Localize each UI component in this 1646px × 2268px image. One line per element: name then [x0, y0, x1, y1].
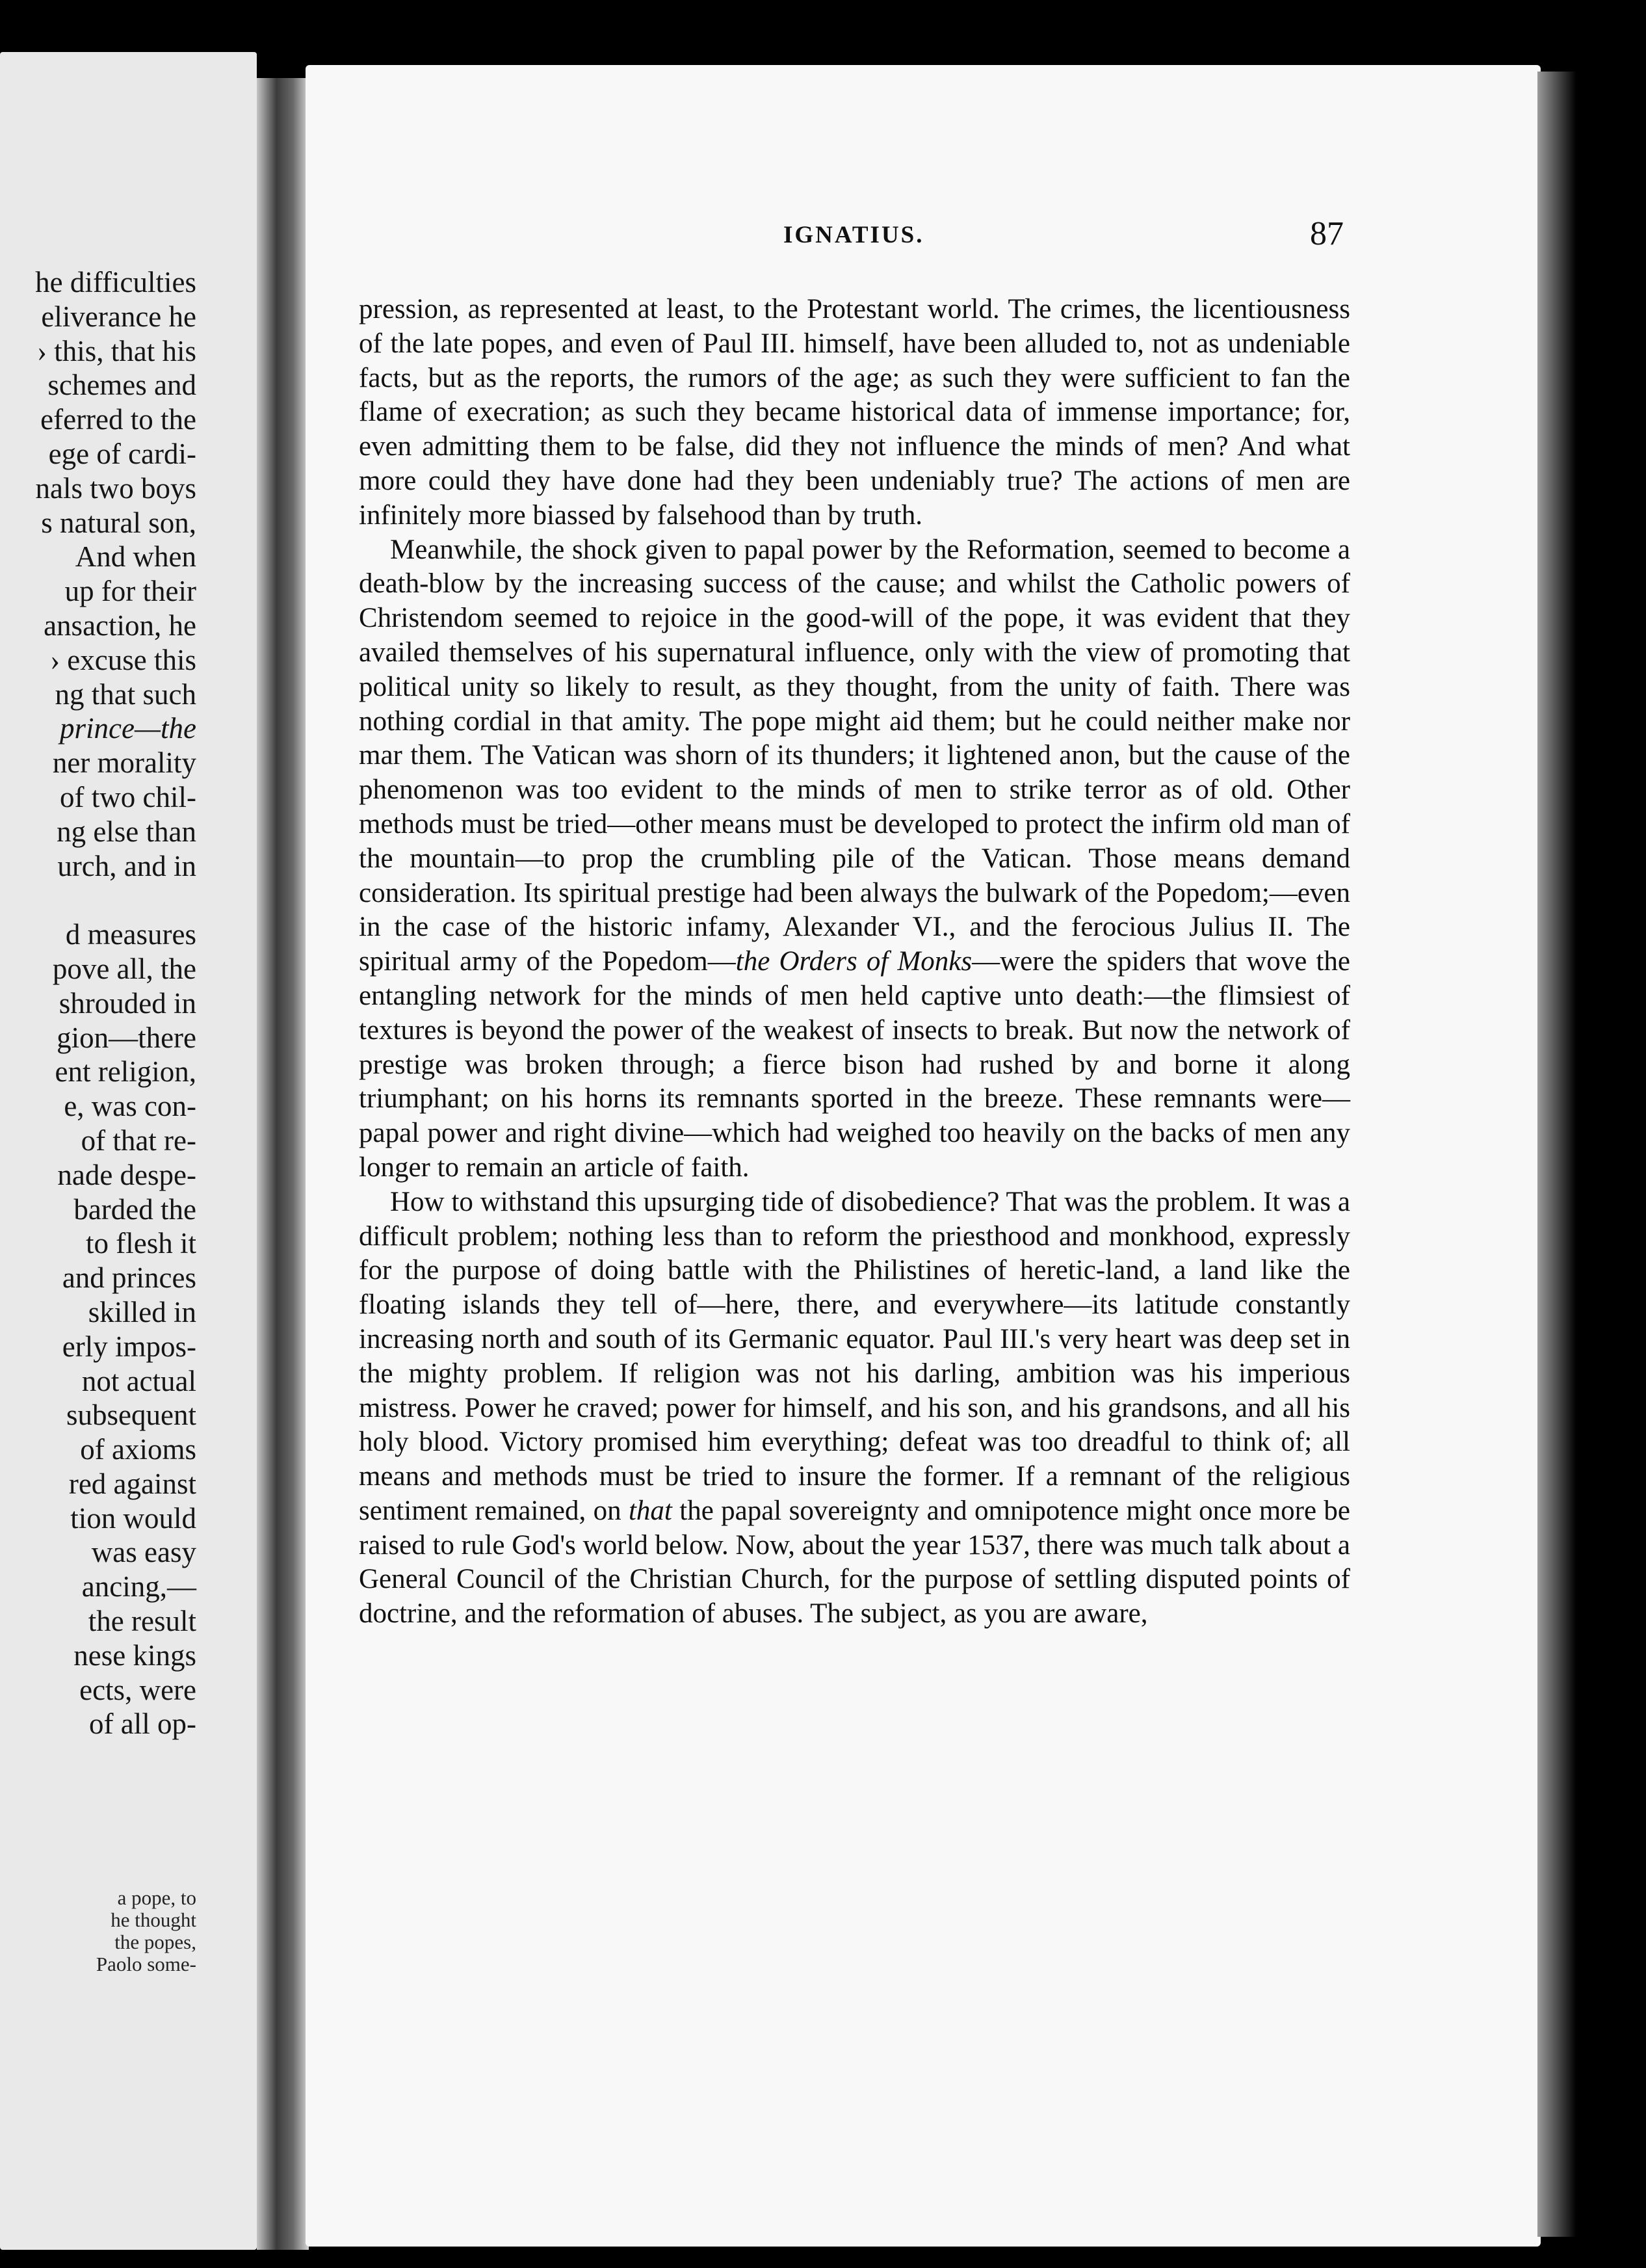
- left-text-line: to flesh it: [86, 1227, 196, 1260]
- left-text-line: nals two boys: [35, 471, 196, 505]
- paragraph-2-part-1: Meanwhile, the shock given to papal power by the Reformation, seemed to become a death-blow by the increasing success of the cause; and whilst the Catholic powers of Christendom seemed to rejoice in the good-will of the pope, it was evident that they availed themselves of his supernatural influence, only with the view of promoting that political unity so likely to result, as they thought, from the unity of faith. There was nothing cordial in that amity. The pope might aid them; but he could neither make nor mar them. The Vatican was shorn of its thunders; it lightened anon, but the cause of the phenomenon was too evident to the minds of men to strike terror as of old. Other methods must be tried—other means must be developed to protect the infirm old man of the mountain—to prop the crumbling pile of the Vatican. Those means demand consideration. Its spiritual prestige had been always the bulwark of the Popedom;—even in the case of the historic infamy, Alexander VI., and the ferocious Julius II. The spiritual army of the Popedom—: [359, 534, 1350, 977]
- left-text-line: he difficulties: [35, 266, 196, 298]
- left-text-line: schemes and: [47, 369, 196, 402]
- left-text-line: erly impos-: [62, 1330, 196, 1363]
- that-emphasis: that: [628, 1495, 672, 1526]
- left-text-line: gion—there: [57, 1021, 196, 1054]
- left-page-text: [35, 265, 196, 1741]
- left-text-line: And when: [75, 540, 196, 574]
- left-facing-page: [0, 52, 257, 2250]
- left-page-footnotes: [96, 1887, 196, 1975]
- left-text-line: subsequent: [66, 1399, 196, 1432]
- paragraph-2: [359, 533, 1350, 1185]
- left-text-line: the result: [88, 1605, 196, 1638]
- left-text-line: s natural son,: [41, 506, 196, 539]
- paragraph-3-part-2: the papal sovereignty and omnipotence might once more be raised to rule God's world below. Now, about the year 1537, there was much talk about a General Council of the Christian Church, for the purpose of settling disputed points of doctrine, and the reformation of abuses. The subject, as you are aware,: [359, 1495, 1350, 1629]
- left-text-line: ege of cardi-: [48, 437, 196, 470]
- paragraph-3: [359, 1185, 1350, 1631]
- left-text-line: nade despe-: [57, 1158, 196, 1191]
- left-text-line: was easy: [91, 1536, 196, 1569]
- left-text-line: ner morality: [52, 746, 196, 780]
- page-header: [0, 215, 1646, 267]
- left-text-line: [35, 883, 196, 917]
- left-text-line: ng that such: [55, 678, 196, 711]
- left-text-line: eferred to the: [40, 403, 196, 436]
- left-text-line: tion would: [70, 1501, 196, 1535]
- left-text-line: ansaction, he: [44, 609, 196, 642]
- body-text: [359, 293, 1350, 1631]
- left-text-line: urch, and in: [57, 849, 196, 882]
- orders-of-monks-emphasis: the Orders of Monks: [735, 946, 973, 977]
- left-text-line: nese kings: [73, 1639, 196, 1672]
- left-text-line: prince—the: [60, 712, 196, 745]
- left-text-line: barded the: [73, 1193, 196, 1226]
- left-text-line: not actual: [81, 1364, 196, 1397]
- left-text-line: up for their: [64, 575, 196, 608]
- book-gutter: [257, 78, 309, 2250]
- page-number: 87: [1310, 215, 1344, 252]
- paragraph-1: pression, as represented at least, to the Protestant world. The crimes, the licentiousness of the late popes, and even of Paul III. himself, have been alluded to, not as undeniable facts, but as the reports, the rumors of the age; as such they were sufficient to fan the flame of execration; as such they became historical data of immense importance; for, even admitting them to be false, did they not influence the minds of men? And what more could they have done had they been undeniably true? The actions of men are infinitely more biassed by falsehood than by truth.: [359, 294, 1350, 531]
- left-footnote-line: the popes,: [114, 1931, 196, 1953]
- left-footnote-line: Paolo some-: [96, 1953, 196, 1975]
- left-text-line: red against: [68, 1467, 196, 1500]
- left-text-line: ent religion,: [55, 1055, 196, 1088]
- left-text-line: and princes: [62, 1261, 196, 1295]
- left-footnote-line: a pope, to: [117, 1886, 196, 1909]
- left-text-line: of axioms: [80, 1433, 196, 1466]
- left-footnote-line: he thought: [111, 1908, 196, 1931]
- left-text-line: of all op-: [89, 1708, 196, 1741]
- page-edge-shadow: [1537, 72, 1576, 2237]
- left-text-line: › this, that his: [37, 334, 196, 367]
- left-text-line: of that re-: [81, 1124, 196, 1157]
- left-text-line: of two chil-: [60, 780, 196, 813]
- left-text-line: › excuse this: [50, 643, 196, 676]
- running-head: IGNATIUS.: [783, 222, 924, 248]
- left-text-line: ng else than: [57, 815, 196, 848]
- paragraph-2-part-2: —were the spiders that wove the entangling network for the minds of men held captive unto death:—the flimsiest of textures is beyond the power of the weakest of insects to break. But now the network of prestige was broken through; a fierce bison had rushed by and borne it along triumphant; on his horns its remnants sported in the breeze. These remnants were—papal power and right divine—which had weighed too heavily on the backs of men any longer to remain an article of faith.: [359, 946, 1351, 1183]
- left-text-line: ects, were: [79, 1673, 196, 1706]
- left-text-line: skilled in: [88, 1295, 196, 1328]
- left-text-line: e, was con-: [64, 1090, 196, 1123]
- left-text-line: d measures: [65, 918, 196, 951]
- left-text-line: shrouded in: [59, 986, 196, 1020]
- left-text-line: pove all, the: [52, 952, 196, 985]
- left-text-line: eliverance he: [41, 300, 196, 333]
- paragraph-3-part-1: How to withstand this upsurging tide of disobedience? That was the problem. It was a difficult problem; nothing less than to reform the priesthood and monkhood, expressly for the purpose of doing battle with the Philistines of heretic-land, a land like the floating islands they tell of—here, there, and everywhere—its latitude constantly increasing north and south of its Germanic equator. Paul III.'s very heart was deep set in the mighty problem. If religion was not his darling, ambition was his imperious mistress. Power he craved; power for himself, and his son, and his grandsons, and all his holy blood. Victory promised him everything; defeat was too dreadful to think of; all means and methods must be tried to insure the former. If a remnant of the religious sentiment remained, on: [359, 1186, 1350, 1526]
- left-text-line: ancing,—: [81, 1570, 196, 1603]
